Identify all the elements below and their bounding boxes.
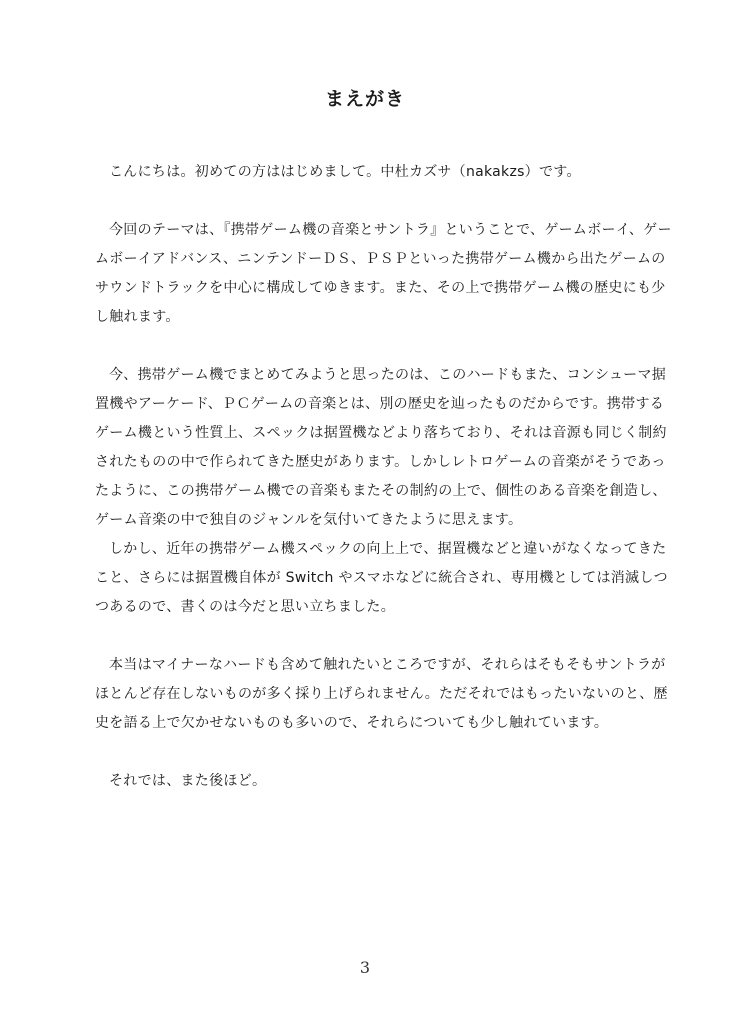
paragraph-spacer	[95, 738, 677, 767]
page-title: まえがき	[324, 88, 405, 110]
paragraph-timing: しかし、近年の携帯ゲーム機スペックの向上上で、据置機などと違いがなくなってきたこと、さらには据置機自体が Switch やスマホなどに統合され、専用機としては消滅しつつあるので、書くのは今だと思い立ちました。	[95, 541, 668, 615]
paragraph-spacer	[95, 622, 677, 651]
paragraph-closing: それでは、また後ほど。	[109, 773, 267, 789]
paragraph-minor-hardware: 本当はマイナーなハードも含めて触れたいところですが、それらはそもそもサントラがほとんど存在しないものが多く採り上げられません。ただそれではもったいないのと、歴史を語る上で欠かせないものも多いので、それらについても少し触れています。	[95, 657, 668, 731]
page-number: 3	[359, 958, 371, 977]
paragraph-greeting: こんにちは。初めての方ははじめまして。中杜カズサ（nakakzs）です。	[109, 164, 581, 180]
paragraph-spacer	[95, 332, 677, 361]
body-text	[95, 158, 677, 796]
paragraph-theme: 今回のテーマは、『携帯ゲーム機の音楽とサントラ』ということで、ゲームボーイ、ゲームボーイアドバンス、ニンテンドーＤＳ、ＰＳＰといった携帯ゲーム機から出たゲームのサウンドトラックを中心に構成してゆきます。また、その上で携帯ゲーム機の歴史にも少し触れます。	[95, 222, 672, 325]
paragraph-spacer	[95, 187, 677, 216]
paragraph-reason: 今、携帯ゲーム機でまとめてみようと思ったのは、このハードもまた、コンシューマ据置機やアーケード、ＰＣゲームの音楽とは、別の歴史を辿ったものだからです。携帯するゲーム機という性質上、スペックは据置機などより落ちており、それは音源も同じく制約されたものの中で作られてきた歴史があります。しかしレトロゲームの音楽がそうであったように、この携帯ゲーム機での音楽もまたその制約の上で、個性のある音楽を創造し、ゲーム音楽の中で独自のジャンルを気付いてきたように思えます。	[95, 367, 667, 528]
